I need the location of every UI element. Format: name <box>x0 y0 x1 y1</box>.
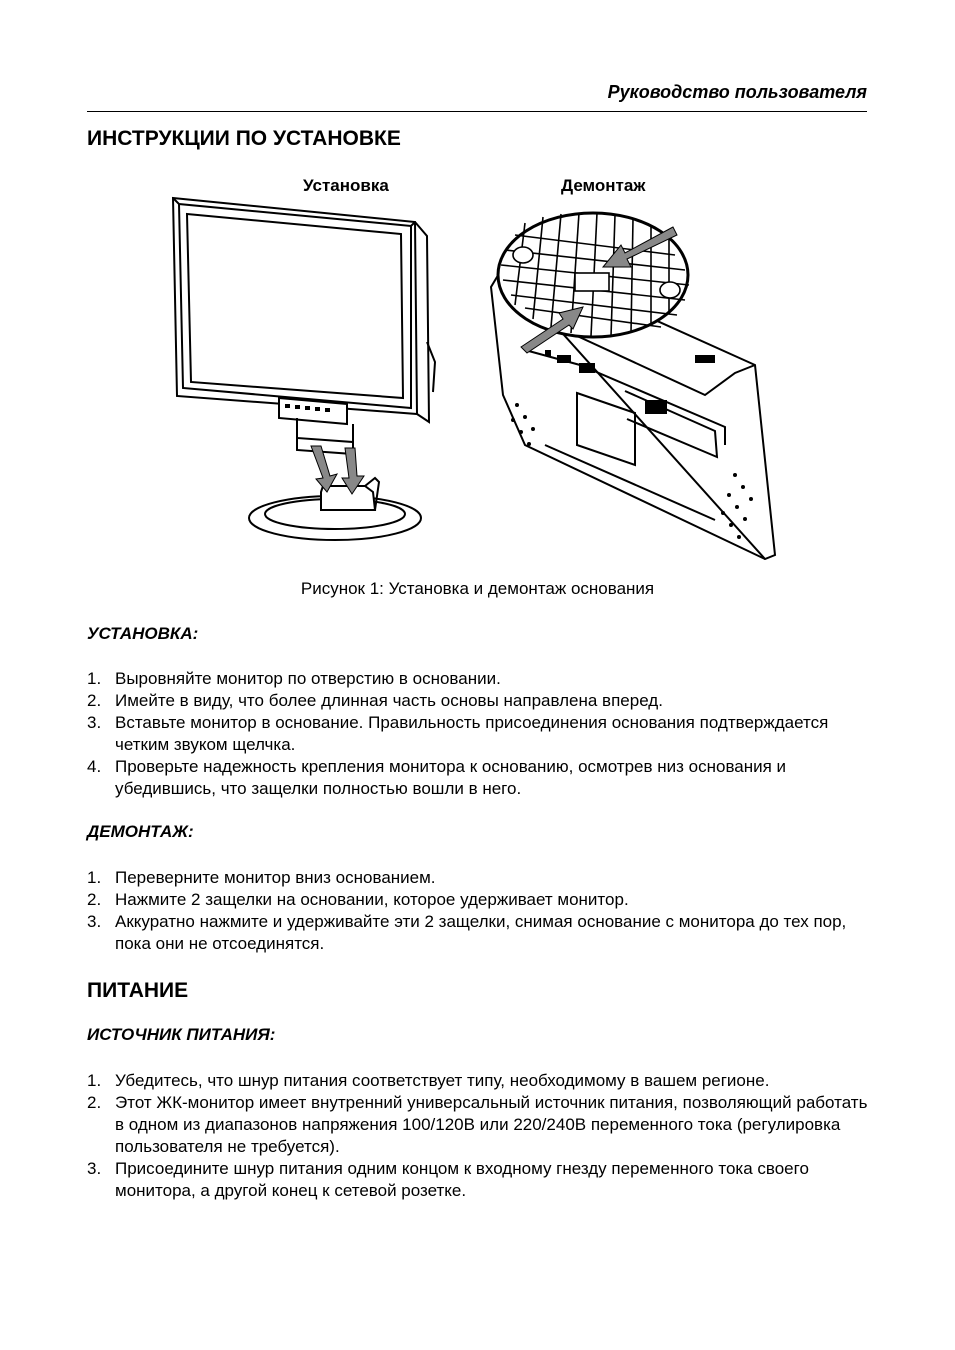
list-item-number: 1. <box>87 669 102 688</box>
list-item <box>87 867 877 889</box>
list-item <box>87 668 877 690</box>
list-item-text: Выровняйте монитор по отверстию в основании. <box>115 669 501 688</box>
list-item-number: 2. <box>87 890 102 909</box>
header-title: Руководство пользователя <box>607 82 867 102</box>
removal-steps <box>87 867 877 955</box>
power-steps <box>87 1070 877 1202</box>
figure-label-removal: Демонтаж <box>561 176 646 195</box>
removal-illustration <box>485 195 785 560</box>
list-item <box>87 889 877 911</box>
list-item <box>87 1070 877 1092</box>
list-item-text: Аккуратно нажмите и удерживайте эти 2 защелки, снимая основание с монитора до тех пор, пока они не отсоединятся. <box>115 912 847 953</box>
list-item <box>87 911 877 955</box>
power-source-heading: ИСТОЧНИК ПИТАНИЯ: <box>87 1025 276 1044</box>
list-item-number: 3. <box>87 912 102 931</box>
list-item <box>87 690 877 712</box>
install-heading: УСТАНОВКА: <box>87 624 199 643</box>
list-item-number: 1. <box>87 1071 102 1090</box>
install-illustration <box>165 192 440 542</box>
section-title-installation: ИНСТРУКЦИИ ПО УСТАНОВКЕ <box>87 127 401 150</box>
list-item-number: 4. <box>87 757 102 776</box>
list-item-number: 1. <box>87 868 102 887</box>
section-title-power: ПИТАНИЕ <box>87 979 189 1002</box>
list-item-number: 3. <box>87 713 102 732</box>
list-item <box>87 712 877 756</box>
list-item-text: Проверьте надежность крепления монитора к основанию, осмотрев низ основания и убедившись, что защелки полностью вошли в него. <box>115 757 787 798</box>
list-item-text: Переверните монитор вниз основанием. <box>115 868 436 887</box>
list-item-number: 2. <box>87 691 102 710</box>
list-item-text: Имейте в виду, что более длинная часть основы направлена вперед. <box>115 691 663 710</box>
removal-heading: ДЕМОНТАЖ: <box>87 822 194 841</box>
list-item-text: Вставьте монитор в основание. Правильность присоединения основания подтверждается четким звуком щелчка. <box>115 713 829 754</box>
header-divider <box>87 111 867 112</box>
list-item-number: 3. <box>87 1159 102 1178</box>
list-item-text: Присоедините шнур питания одним концом к входному гнезду переменного тока своего монитора, а другой конец к сетевой розетке. <box>115 1159 809 1200</box>
list-item-number: 2. <box>87 1093 102 1112</box>
list-item-text: Этот ЖК-монитор имеет внутренний универсальный источник питания, позволяющий работать в одном из диапазонов напряжения 100/120В или 220/240В переменного тока (регулировка пользователя не требуется). <box>115 1093 868 1156</box>
install-steps <box>87 668 877 800</box>
list-item <box>87 1158 877 1202</box>
list-item-text: Нажмите 2 защелки на основании, которое удерживает монитор. <box>115 890 629 909</box>
figure-label-install: Установка <box>303 176 389 195</box>
list-item-text: Убедитесь, что шнур питания соответствует типу, необходимому в вашем регионе. <box>115 1071 770 1090</box>
figure-caption: Рисунок 1: Установка и демонтаж основания <box>300 579 655 598</box>
list-item <box>87 756 877 800</box>
list-item <box>87 1092 877 1158</box>
